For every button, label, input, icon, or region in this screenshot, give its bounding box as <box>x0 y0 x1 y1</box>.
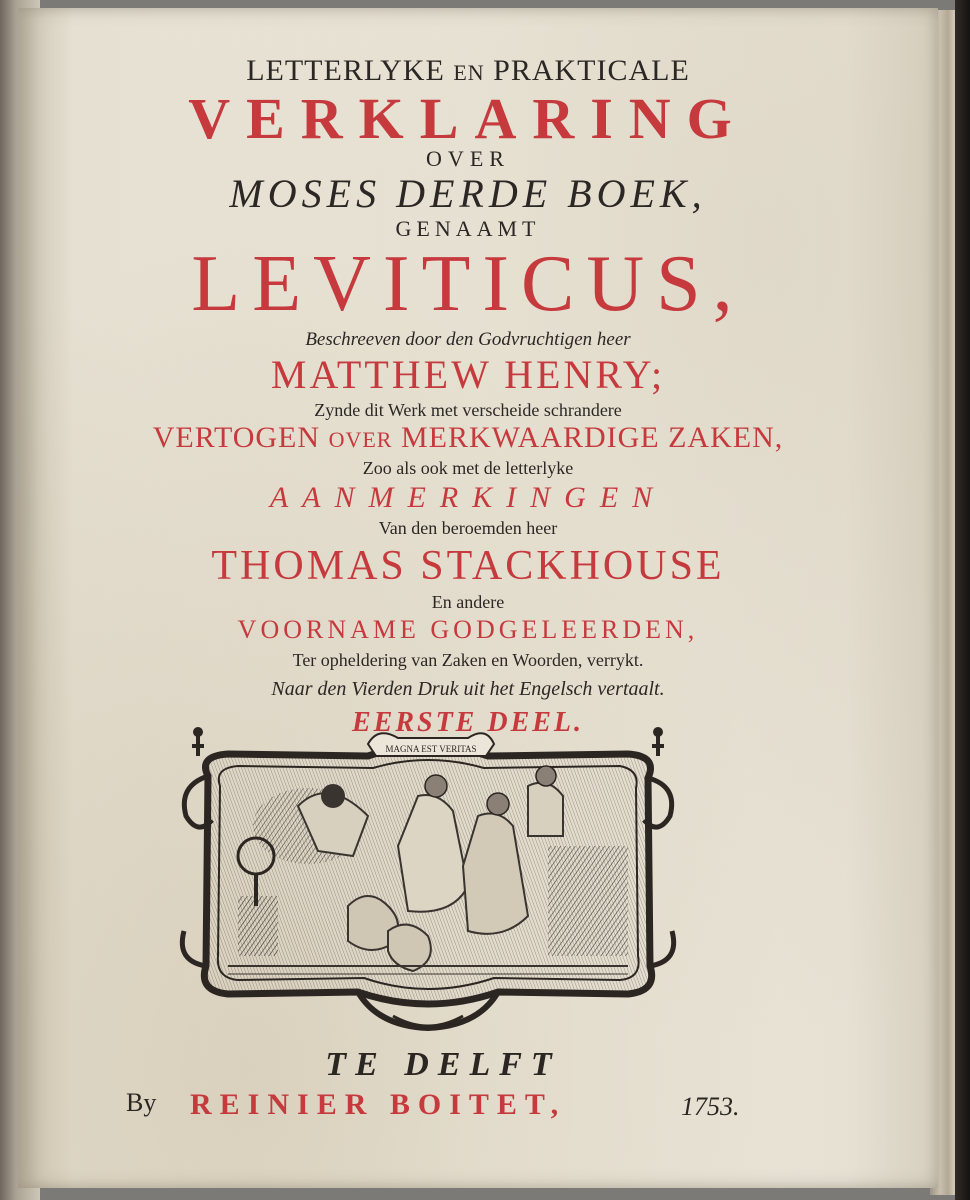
subtitle-en-andere: En andere <box>431 592 505 612</box>
title-page <box>18 8 938 1188</box>
title-aanmerkingen: AANMERKINGEN <box>269 481 667 514</box>
author-name: MATTHEW HENRY; <box>270 352 666 397</box>
imprint-place: TE DELFT <box>325 1046 561 1083</box>
contributor-name: THOMAS STACKHOUSE <box>211 543 725 589</box>
subtitle-ter-opheldering: Ter opheldering van Zaken en Woorden, verrykt. <box>292 650 644 670</box>
volume-label: EERSTE DEEL. <box>351 707 585 738</box>
imprint-by: By <box>126 1088 157 1117</box>
subtitle-zoo-als: Zoo als ook met de letterlyke <box>362 458 574 478</box>
imprint-year: 1753. <box>681 1092 740 1121</box>
title-block <box>98 56 838 737</box>
title-leviticus: LEVITICUS, <box>191 240 745 328</box>
subtitle-beschreeven: Beschreeven door den Godvruchtigen heer <box>305 329 631 350</box>
title-line-1: LETTERLYKE EN PRAKTICALE <box>246 54 690 87</box>
title-verklaring: VERKLARING <box>188 86 748 151</box>
subtitle-zynde: Zynde dit Werk met verscheide schrandere <box>314 400 622 420</box>
title-vertogen: VERTOGEN OVER MERKWAARDIGE ZAKEN, <box>152 421 784 454</box>
title-over: OVER <box>426 146 510 171</box>
title-godgeleerden: VOORNAME GODGELEERDEN, <box>237 615 699 644</box>
cover-board <box>955 0 970 1200</box>
imprint-printer: REINIER BOITET, <box>190 1088 567 1121</box>
subtitle-van-den: Van den beroemden heer <box>378 518 558 538</box>
subtitle-translation-note: Naar den Vierden Druk uit het Engelsch vertaalt. <box>271 678 665 700</box>
title-genaamt: GENAAMT <box>395 216 541 241</box>
banner-motto: MAGNA EST VERITAS <box>385 744 477 754</box>
engraved-allegory-vignette-icon <box>168 716 688 1036</box>
title-moses: MOSES DERDE BOEK, <box>229 171 707 216</box>
